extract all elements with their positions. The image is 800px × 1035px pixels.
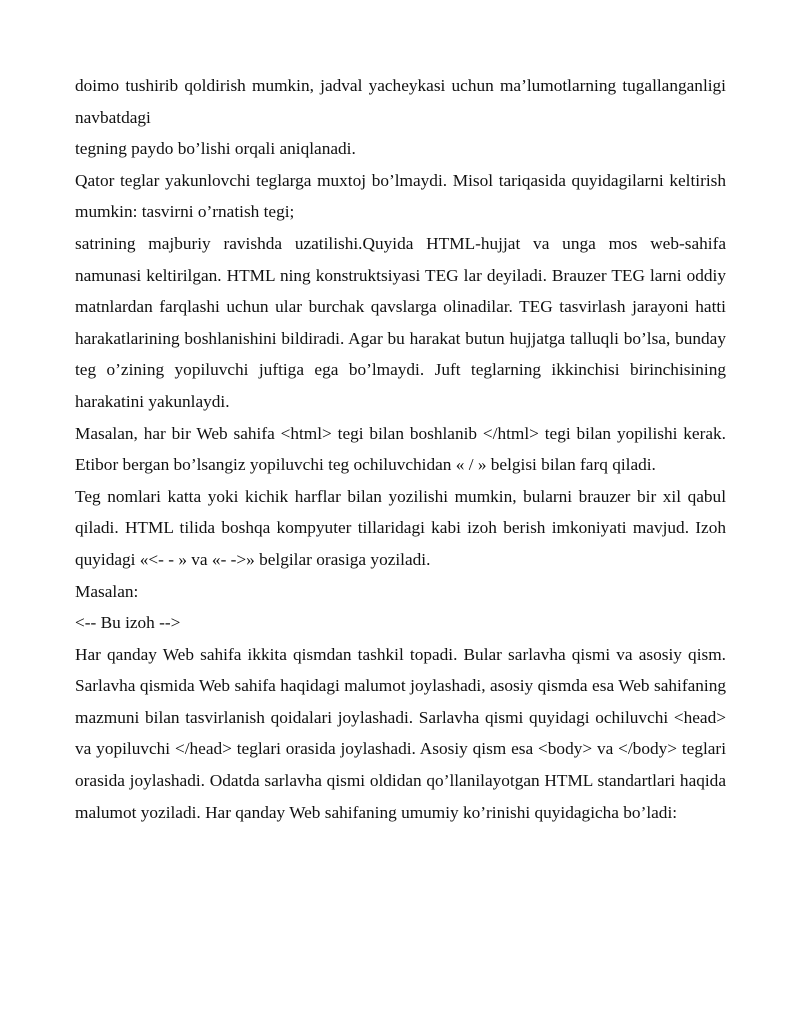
paragraph-page-structure: Har qanday Web sahifa ikkita qismdan tashkil topadi. Bular sarlavha qismi va asosiy qism. Sarlavha qismida Web sahifa haqidagi malumot joylashadi, asosiy qismda esa Web sahifaning mazmuni bilan tasvirlanish qoidalari joylashadi. Sarlavha qismi quyidagi ochiluvchi <head> va yopiluvchi </head> teglari orasida joylashadi. Asosiy qism esa <body> va </body> teglari orasida joylashadi. Odatda sarlavha qismi oldidan qo’llanilayotgan HTML standartlari haqida malumot yoziladi. Har qanday Web sahifaning umumiy ko’rinishi quyidagicha bo’ladi: (75, 644, 726, 822)
document-page (75, 70, 726, 828)
paragraph-tag-appearance: tegning paydo bo’lishi orqali aniqlanadi. (75, 139, 356, 159)
paragraph-example-label: Masalan: (75, 581, 139, 601)
paragraph-table-cell: doimo tushirib qoldirish mumkin, jadval yacheykasi uchun ma’lumotlarning tugallanganligi navbatdagi (75, 76, 726, 127)
paragraph-comment-example: <-- Bu izoh --> (75, 613, 181, 633)
paragraph-html-tags: satrining majburiy ravishda uzatilishi.Quyida HTML-hujjat va unga mos web-sahifa namunasi keltirilgan. HTML ning konstruktsiyasi TEG lar deyiladi. Brauzer TEG larni oddiy matnlardan farqlashi uchun ular burchak qavslarga olinadilar. TEG tasvirlash jarayoni hatti harakatlarining boshlanishini bildiradi. Agar bu harakat butun hujjatga talluqli bo’lsa, bunday teg o’zining yopiluvchi juftiga ega bo’lmaydi. Juft teglarning ikkinchisi birinchisining harakatini yakunlaydi. (75, 233, 726, 411)
paragraph-closing-tags: Qator teglar yakunlovchi teglarga muxtoj bo’lmaydi. Misol tariqasida quyidagilarni keltirish mumkin: tasvirni o’rnatish tegi; (75, 170, 726, 222)
paragraph-tag-names-comments: Teg nomlari katta yoki kichik harflar bilan yozilishi mumkin, bularni brauzer bir xil qabul qiladi. HTML tilida boshqa kompyuter tillaridagi kabi izoh berish imkoniyati mavjud. Izoh quyidagi «<- - » va «- ->» belgilar orasiga yoziladi. (75, 486, 726, 569)
paragraph-html-example: Masalan, har bir Web sahifa <html> tegi bilan boshlanib </html> tegi bilan yopilishi kerak. Etibor bergan bo’lsangiz yopiluvchi teg ochiluvchidan « / » belgisi bilan farq qiladi. (75, 423, 726, 475)
